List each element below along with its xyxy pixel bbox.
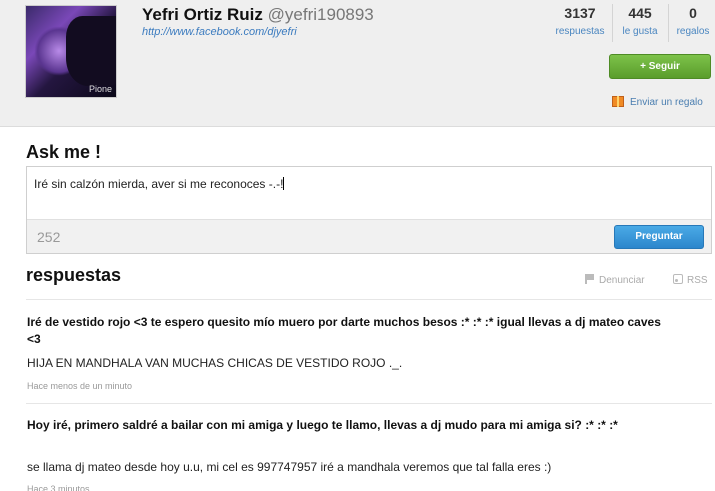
stat-respuestas[interactable]: [552, 5, 608, 37]
divider: [26, 403, 712, 404]
ask-submit-button[interactable]: Preguntar: [614, 225, 704, 249]
ask-title: Ask me !: [26, 142, 102, 162]
flag-icon: [585, 274, 595, 284]
question-input-value: Iré sin calzón mierda, aver si me reconoces -.-!: [34, 177, 284, 191]
question-input[interactable]: [34, 177, 284, 191]
avatar-shape: [66, 16, 117, 86]
answer-text: se llama dj mateo desde hoy u.u, mi cel es 997747957 iré a mandhala veremos que tal falla eres :): [27, 460, 552, 474]
follow-button[interactable]: + Seguir: [609, 54, 711, 79]
stat-regalos[interactable]: [673, 5, 713, 37]
stat-label: regalos: [676, 26, 710, 37]
stat-label: respuestas: [555, 26, 605, 37]
avatar-text: Pione: [88, 84, 112, 94]
answer-question[interactable]: Hoy iré, primero saldré a bailar con mi amiga y luego te llamo, llevas a dj mudo para mi amiga si? :* :* :*: [27, 418, 618, 432]
profile-url[interactable]: http://www.facebook.com/djyefri: [142, 26, 297, 38]
stat-label: le gusta: [622, 26, 658, 37]
text-caret: [283, 177, 284, 190]
stat-divider: [668, 4, 669, 42]
stat-value: 3137: [564, 5, 596, 21]
answer-question[interactable]: Iré de vestido rojo <3 te espero quesito mío muero por darte muchos besos :* :* :* igual llevas a dj mateo caves <3: [27, 315, 661, 346]
report-label: Denunciar: [599, 275, 645, 286]
stat-value: 0: [689, 5, 697, 21]
question-form: [26, 166, 712, 254]
question-form-footer: [27, 219, 711, 253]
rss-icon: [673, 274, 683, 284]
profile-header: [0, 0, 715, 127]
answer-time[interactable]: Hace 3 minutos: [27, 484, 90, 491]
report-link[interactable]: [585, 274, 645, 286]
send-gift-link[interactable]: [612, 96, 703, 108]
answer-text: HIJA EN MANDHALA VAN MUCHAS CHICAS DE VESTIDO ROJO ._.: [27, 356, 403, 370]
char-counter: 252: [37, 229, 61, 245]
profile-handle: @yefri190893: [267, 5, 374, 24]
profile-name: [142, 5, 374, 25]
answers-title: respuestas: [26, 265, 122, 285]
rss-label: RSS: [687, 275, 708, 286]
gift-icon: [612, 96, 624, 107]
rss-link[interactable]: [673, 274, 708, 286]
stat-le-gusta[interactable]: [617, 5, 663, 37]
stat-value: 445: [628, 5, 652, 21]
avatar[interactable]: [25, 5, 117, 98]
profile-fullname: Yefri Ortiz Ruiz: [142, 5, 263, 24]
send-gift-label: Enviar un regalo: [630, 97, 703, 108]
answer-time[interactable]: Hace menos de un minuto: [27, 381, 133, 391]
divider: [26, 299, 712, 300]
stat-divider: [612, 4, 613, 42]
